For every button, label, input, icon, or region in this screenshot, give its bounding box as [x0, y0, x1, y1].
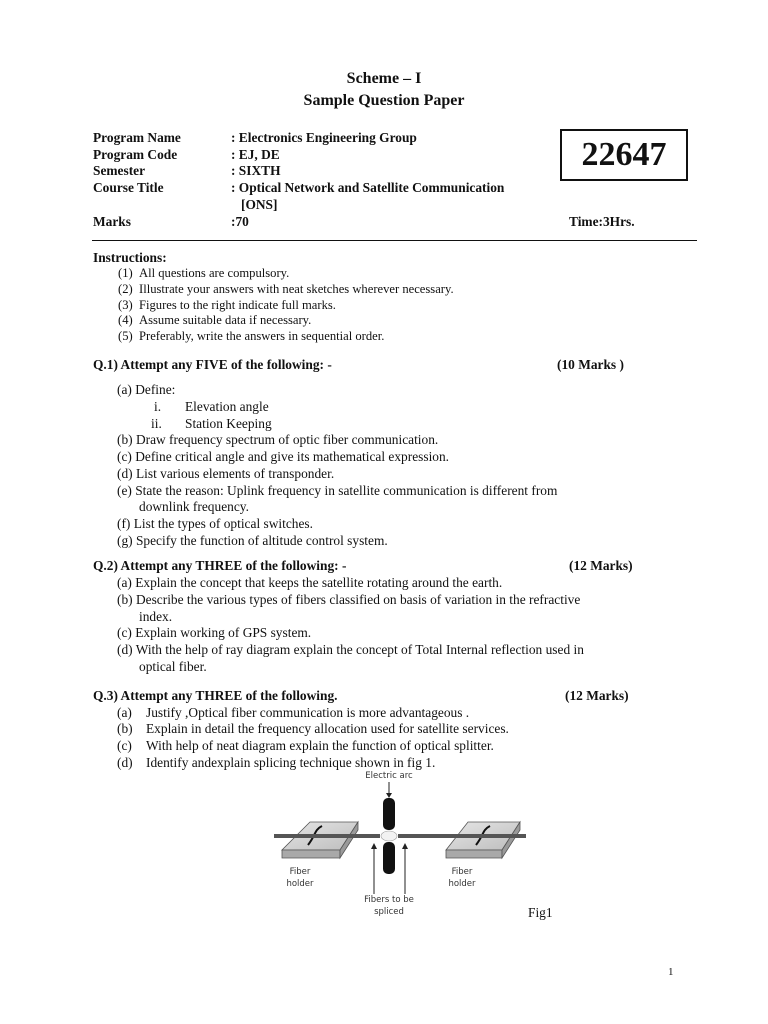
q3-item-num: (d): [117, 755, 133, 770]
q1-marks: (10 Marks ): [557, 357, 624, 372]
q3-marks: (12 Marks): [565, 688, 629, 703]
arrow-up-icon: [371, 843, 377, 849]
instruction-num: (1): [118, 266, 133, 280]
q3-item-num: (c): [117, 738, 132, 753]
instruction-text: Assume suitable data if necessary.: [139, 313, 312, 327]
instruction-num: (2): [118, 282, 133, 296]
instruction-text: Figures to the right indicate full marks.: [139, 298, 336, 312]
q2-item-d-cont: optical fiber.: [139, 659, 207, 674]
q2-item-b-cont: index.: [139, 609, 173, 624]
q1-item-a-ii: Station Keeping: [185, 416, 272, 431]
instruction-text: All questions are compulsory.: [139, 266, 290, 280]
upper-electrode: [383, 798, 395, 830]
instruction-text: Illustrate your answers with neat sketches wherever necessary.: [139, 282, 454, 296]
paper-title: Sample Question Paper: [303, 92, 465, 109]
q3-heading: Q.3) Attempt any THREE of the following.: [93, 688, 338, 703]
q3-item-text: Identify andexplain splicing technique shown in fig 1.: [146, 755, 436, 770]
q1-item-a-ii-num: ii.: [151, 416, 162, 431]
course-title-abbr: [ONS]: [241, 197, 278, 212]
fibers-label: spliced: [374, 907, 404, 917]
q2-item-b: (b) Describe the various types of fibers classified on basis of variation in the refractive: [117, 592, 581, 607]
marks-label: Marks: [93, 214, 131, 229]
instruction-text: Preferably, write the answers in sequential order.: [139, 329, 385, 343]
figure-caption: Fig1: [528, 905, 553, 920]
arc-spark: [381, 831, 397, 841]
right-holder-label: holder: [448, 879, 476, 889]
right-holder-label: Fiber: [451, 867, 473, 877]
q3-item-num: (b): [117, 721, 133, 736]
q1-heading: Q.1) Attempt any FIVE of the following: -: [93, 357, 332, 372]
q1-item-g: (g) Specify the function of altitude control system.: [117, 533, 388, 548]
q1-item-b: (b) Draw frequency spectrum of optic fiber communication.: [117, 432, 439, 447]
q1-item-f: (f) List the types of optical switches.: [117, 516, 313, 531]
course-title-value: : Optical Network and Satellite Communication: [231, 180, 505, 195]
q2-heading: Q.2) Attempt any THREE of the following: -: [93, 558, 347, 573]
course-title-label: Course Title: [93, 180, 164, 195]
scheme-title: Scheme – I: [346, 70, 422, 87]
program-code-value: : EJ, DE: [231, 147, 280, 162]
header-divider: [92, 240, 697, 241]
q1-item-e: (e) State the reason: Uplink frequency in satellite communication is different from: [117, 483, 558, 498]
q2-item-a: (a) Explain the concept that keeps the satellite rotating around the earth.: [117, 575, 503, 590]
semester-value: : SIXTH: [231, 163, 281, 178]
semester-label: Semester: [93, 163, 146, 178]
q1-item-d: (d) List various elements of transponder.: [117, 466, 335, 481]
q3-item-text: Justify ,Optical fiber communication is more advantageous .: [146, 705, 470, 720]
q1-item-a: (a) Define:: [117, 382, 176, 397]
instruction-num: (5): [118, 329, 133, 343]
q1-item-e-cont: downlink frequency.: [139, 499, 249, 514]
marks-value: :70: [231, 214, 249, 229]
arrow-up-icon: [402, 843, 408, 849]
left-holder-label: holder: [286, 879, 314, 889]
q3-item-text: Explain in detail the frequency allocation used for satellite services.: [146, 721, 509, 736]
q3-item-text: With help of neat diagram explain the function of optical splitter.: [146, 738, 494, 753]
q3-item-num: (a): [117, 705, 132, 720]
left-holder-label: Fiber: [289, 867, 311, 877]
left-fiber-holder: [282, 822, 358, 858]
instruction-num: (3): [118, 298, 133, 312]
electric-arc-label: Electric arc: [365, 771, 413, 781]
q2-marks: (12 Marks): [569, 558, 633, 573]
q1-item-c: (c) Define critical angle and give its mathematical expression.: [117, 449, 450, 464]
q1-item-a-i-num: i.: [154, 399, 162, 414]
q2-item-c: (c) Explain working of GPS system.: [117, 625, 312, 640]
fibers-label: Fibers to be: [364, 895, 414, 905]
arrow-down-icon: [386, 793, 392, 798]
lower-electrode: [383, 842, 395, 874]
course-code-box: 22647: [560, 129, 688, 181]
page-number: 1: [668, 966, 674, 978]
instruction-num: (4): [118, 313, 133, 327]
program-code-label: Program Code: [93, 147, 178, 162]
program-name-label: Program Name: [93, 130, 181, 145]
time-value: Time:3Hrs.: [569, 214, 635, 229]
q1-item-a-i: Elevation angle: [185, 399, 269, 414]
instructions-heading: Instructions:: [93, 250, 167, 265]
right-fiber-holder: [446, 822, 520, 858]
program-name-value: : Electronics Engineering Group: [231, 130, 417, 145]
q2-item-d: (d) With the help of ray diagram explain the concept of Total Internal reflection used in: [117, 642, 584, 657]
